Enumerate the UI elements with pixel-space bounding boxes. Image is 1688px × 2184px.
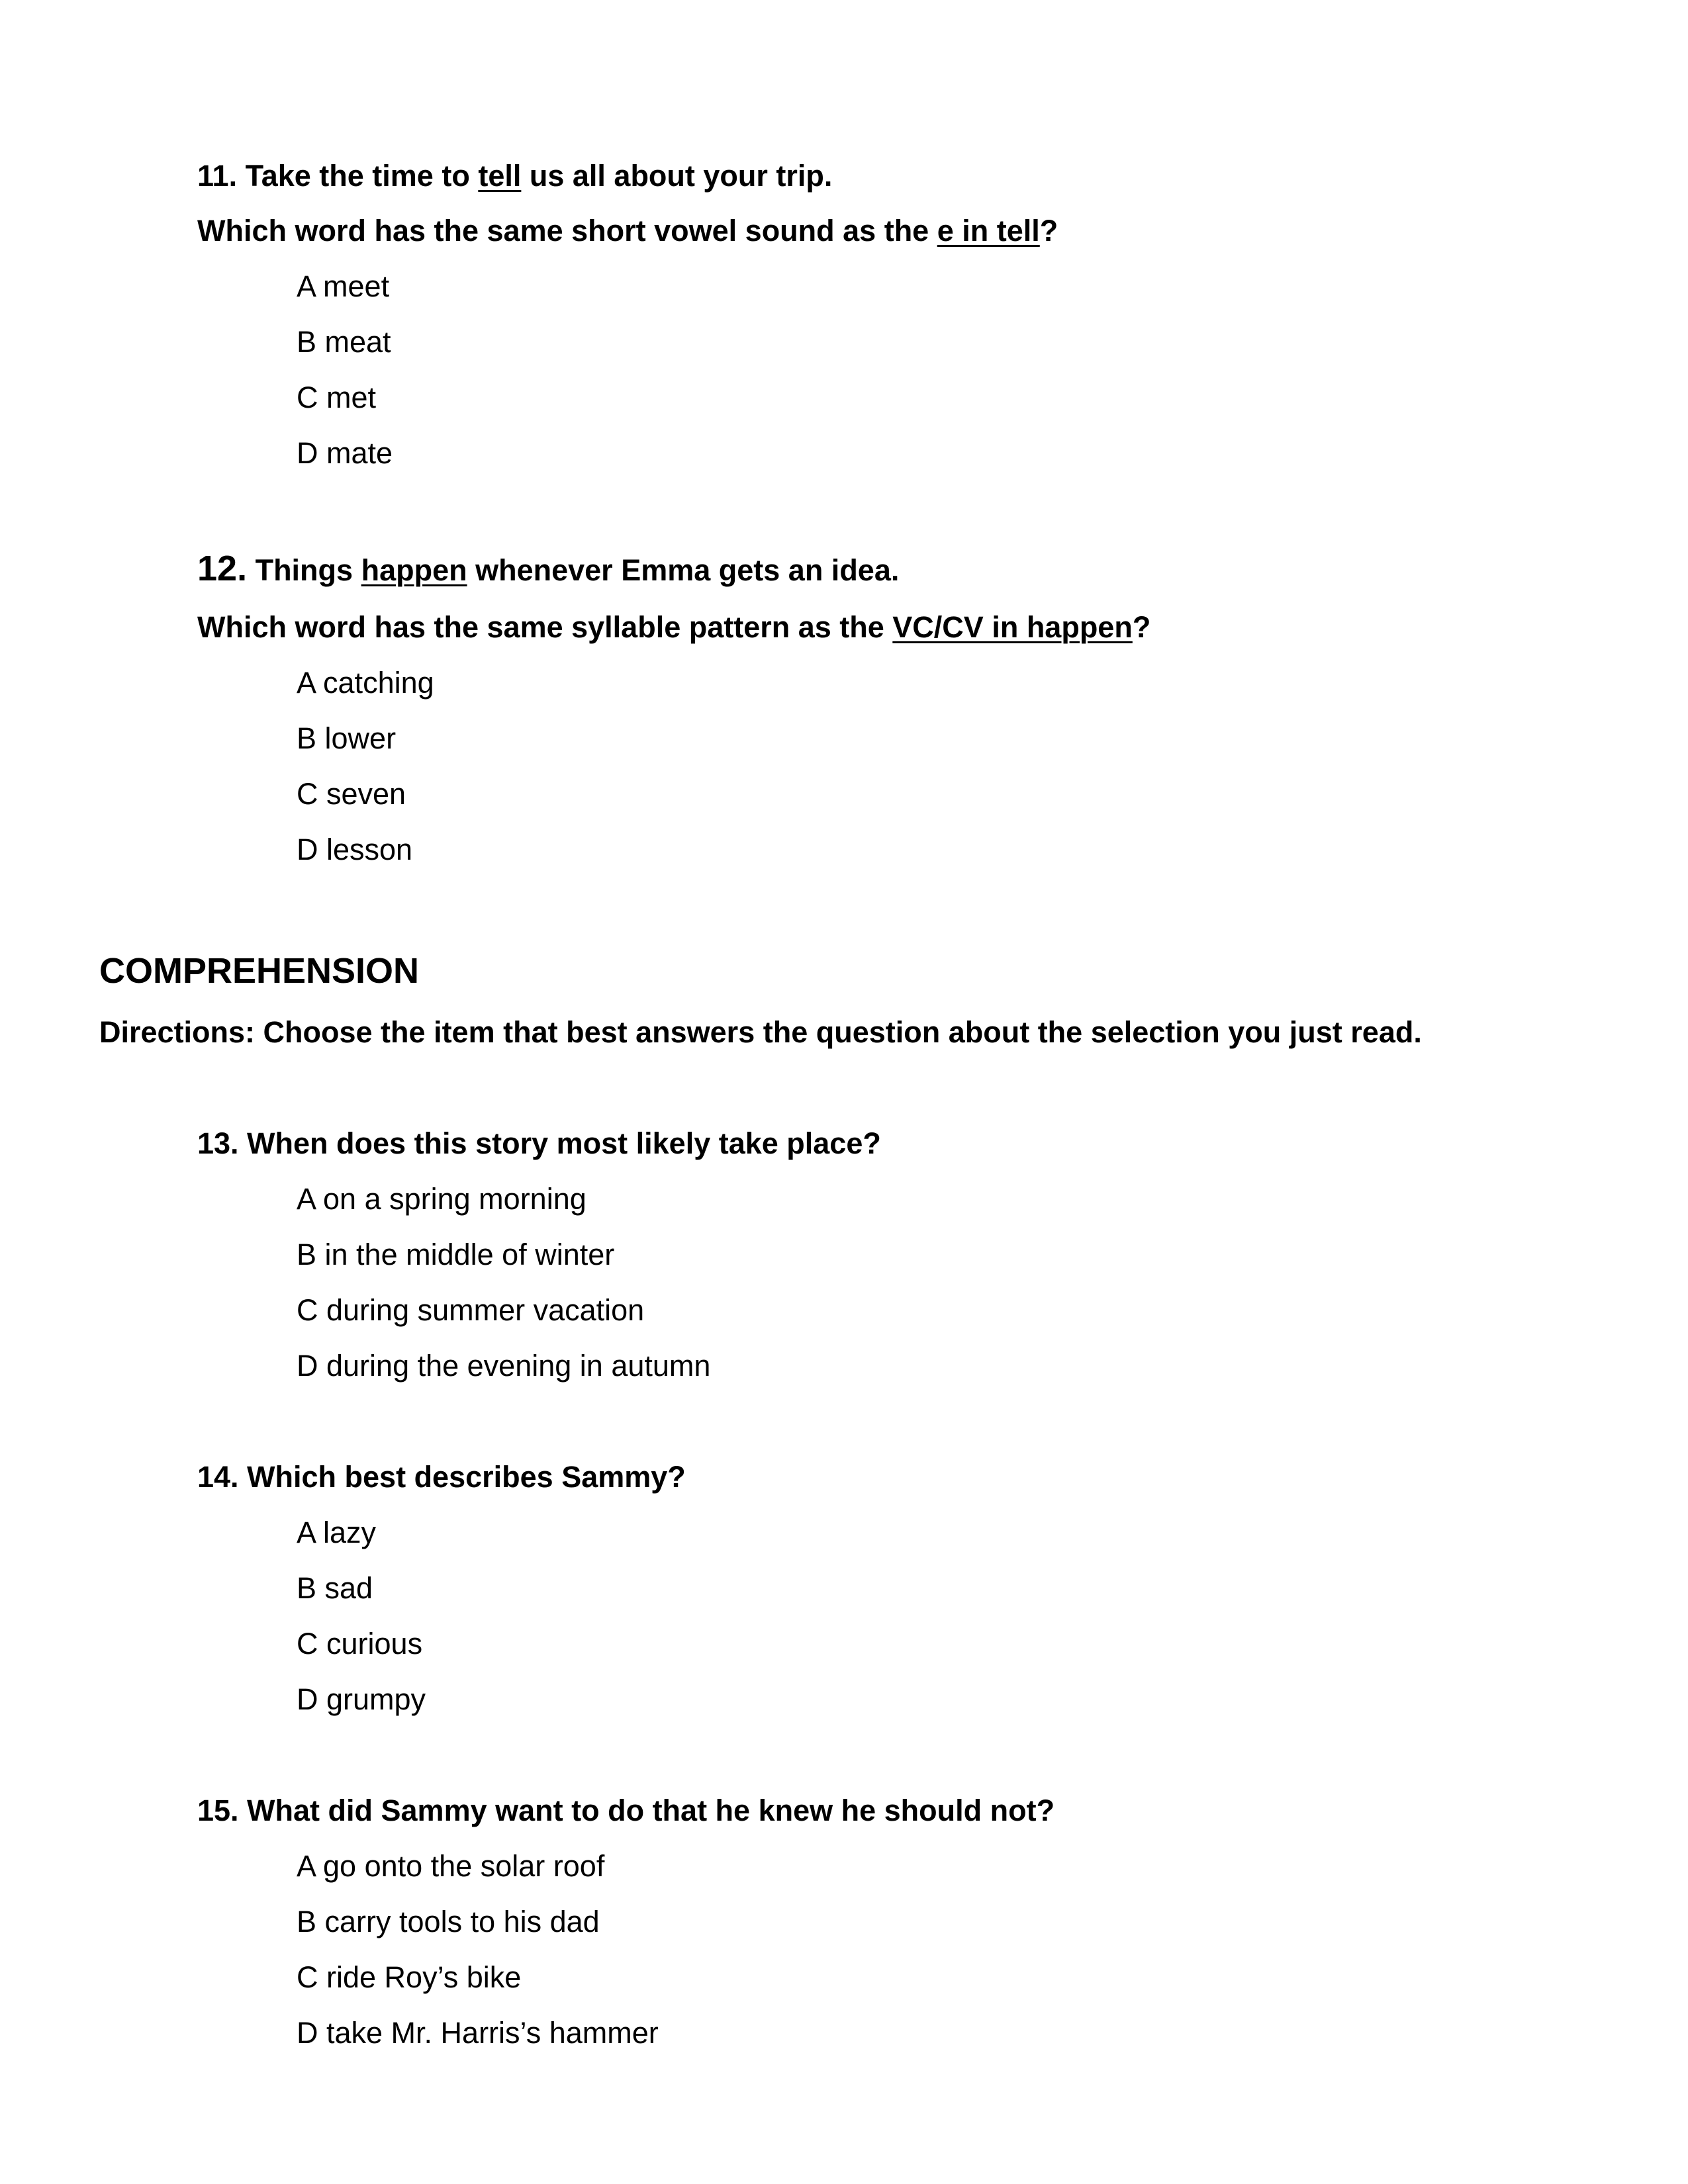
q12-number: 12. xyxy=(197,549,248,588)
q12-option-a[interactable]: A catching xyxy=(297,666,434,700)
q12-prompt-underlined: VC/CV in happen xyxy=(892,610,1133,644)
section-directions: Directions: Choose the item that best answers the question about the selection you just read. xyxy=(99,1015,1422,1049)
q11-prompt-end: ? xyxy=(1039,214,1058,248)
q14-option-d[interactable]: D grumpy xyxy=(297,1682,426,1716)
q14-option-c[interactable]: C curious xyxy=(297,1627,423,1661)
q15-option-a[interactable]: A go onto the solar roof xyxy=(297,1849,605,1883)
q12-underlined-word: happen xyxy=(361,553,467,587)
q15-option-d[interactable]: D take Mr. Harris’s hammer xyxy=(297,2016,659,2050)
q12-prompt-text: Which word has the same syllable pattern as the xyxy=(197,610,893,644)
q11-sentence-text-end: us all about your trip. xyxy=(521,159,833,193)
q12-option-d[interactable]: D lesson xyxy=(297,833,413,866)
q13-option-d[interactable]: D during the evening in autumn xyxy=(297,1349,711,1383)
q12-option-b[interactable]: B lower xyxy=(297,721,397,755)
q11-sentence-text: 11. Take the time to xyxy=(197,159,479,193)
q13-question: 13. When does this story most likely take place? xyxy=(197,1126,881,1160)
q12-prompt xyxy=(197,612,1150,642)
q12-sentence-text: Things xyxy=(247,553,361,587)
q11-option-a[interactable]: A meet xyxy=(297,269,390,303)
q11-prompt xyxy=(197,216,1058,246)
q12-sentence-text-end: whenever Emma gets an idea. xyxy=(467,553,900,587)
q11-option-c[interactable]: C met xyxy=(297,381,377,414)
q13-option-b[interactable]: B in the middle of winter xyxy=(297,1238,615,1271)
q15-option-c[interactable]: C ride Roy’s bike xyxy=(297,1960,522,1994)
q11-option-b[interactable]: B meat xyxy=(297,325,391,359)
q14-question: 14. Which best describes Sammy? xyxy=(197,1460,686,1494)
q11-prompt-text: Which word has the same short vowel sound as the xyxy=(197,214,937,248)
q12-sentence xyxy=(197,551,899,586)
q14-option-a[interactable]: A lazy xyxy=(297,1516,377,1549)
q12-prompt-end: ? xyxy=(1132,610,1151,644)
q13-option-a[interactable]: A on a spring morning xyxy=(297,1182,586,1216)
q15-question: 15. What did Sammy want to do that he knew he should not? xyxy=(197,1794,1055,1827)
q14-option-b[interactable]: B sad xyxy=(297,1571,373,1605)
q11-prompt-underlined: e in tell xyxy=(937,214,1040,248)
q11-underlined-word: tell xyxy=(478,159,522,193)
q12-option-c[interactable]: C seven xyxy=(297,777,406,811)
q13-option-c[interactable]: C during summer vacation xyxy=(297,1293,645,1327)
q11-sentence xyxy=(197,161,832,191)
q15-option-b[interactable]: B carry tools to his dad xyxy=(297,1905,600,1938)
section-heading: COMPREHENSION xyxy=(99,951,420,991)
q11-option-d[interactable]: D mate xyxy=(297,436,393,470)
